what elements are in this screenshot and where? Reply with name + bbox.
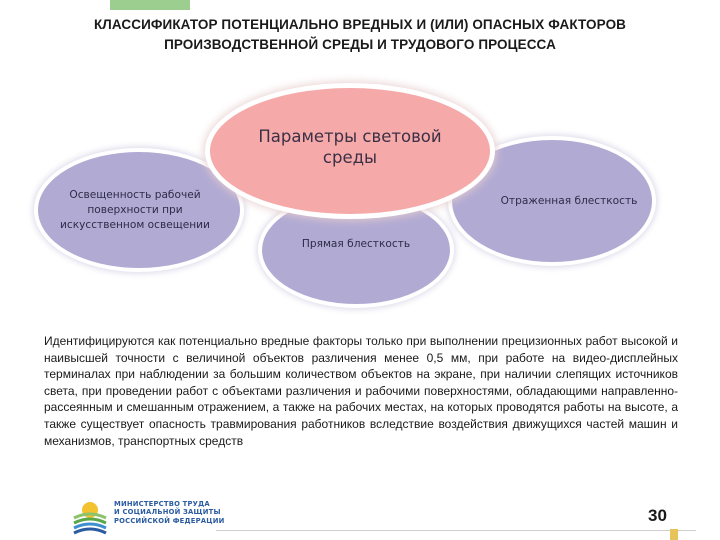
ministry-line-1: МИНИСТЕРСТВО ТРУДА: [114, 500, 210, 508]
page-number: 30: [648, 506, 667, 525]
page-title: [20, 15, 700, 55]
footer-divider: [216, 530, 696, 531]
bubble-illumination: [38, 152, 240, 268]
bubble-reflected-glare-label: Отраженная блесткость: [500, 194, 638, 207]
top-accent-bar: [110, 0, 190, 10]
ministry-line-3: РОССИЙСКОЙ ФЕДЕРАЦИИ: [114, 516, 225, 525]
footer-accent-tab: [670, 529, 678, 540]
title-line-2: ПРОИЗВОДСТВЕННОЙ СРЕДЫ И ТРУДОВОГО ПРОЦЕССА: [164, 37, 556, 52]
description-paragraph: Идентифицируются как потенциально вредные факторы только при выполнении прецизионных работ высокой и наивысшей точности с величиной объектов различения менее 0,5 мм, при работе на видео-дисплейных терминалах при наблюдении за большим количеством объектов на экране, при наличии слепящих источников света, при проведении работ с объектами различения и рабочими поверхностями, обладающими направленно-рассеянным и смешанным отражением, а также на рабочих местах, на которых проводятся работы на высоте, а также существует опасность травмирования работников вследствие воздействия движущихся частей машин и механизмов, транспортных средств: [44, 334, 678, 448]
bubble-light-parameters-label: Параметры световой среды: [258, 127, 442, 167]
bubble-light-parameters: [210, 88, 490, 214]
title-line-1: КЛАССИФИКАТОР ПОТЕНЦИАЛЬНО ВРЕДНЫХ И (ИЛИ) ОПАСНЫХ ФАКТОРОВ: [93, 17, 627, 32]
ministry-logo-icon: [72, 496, 108, 536]
ministry-name: [114, 500, 225, 525]
bubble-illumination-label: Освещенность рабочей поверхности при искусственном освещении: [60, 188, 210, 231]
ministry-line-2: И СОЦИАЛЬНОЙ ЗАЩИТЫ: [114, 508, 221, 517]
bubble-direct-glare-label: Прямая блесткость: [301, 238, 411, 250]
